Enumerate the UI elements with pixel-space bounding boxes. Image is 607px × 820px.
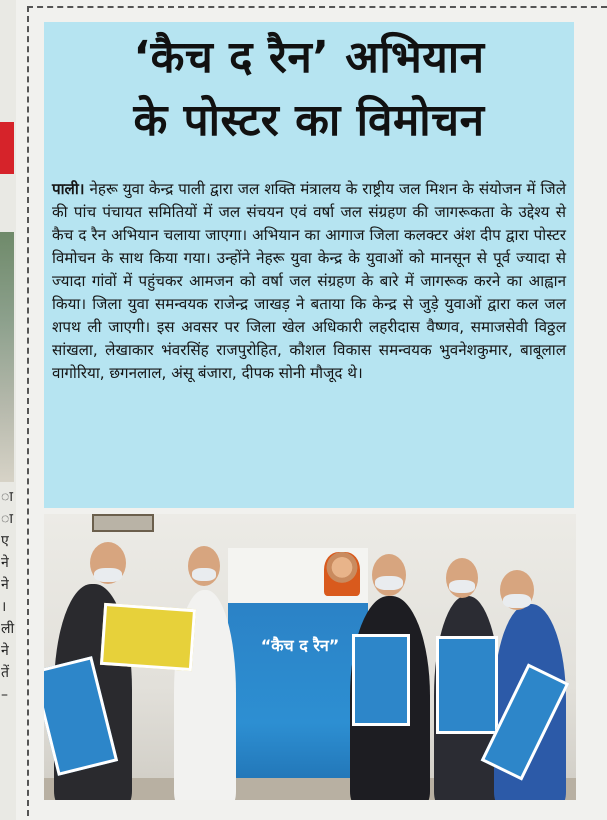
person-5-mask <box>503 594 531 608</box>
news-photo <box>44 514 576 800</box>
article-body <box>52 178 566 385</box>
left-red-block <box>0 122 14 174</box>
person-1-mask <box>94 568 122 582</box>
poster-right <box>436 636 498 734</box>
article-body-text: नेहरू युवा केन्द्र पाली द्वारा जल शक्ति मंत्रालय के राष्ट्रीय जल मिशन के संयोजन में जिले की पांच पंचायत समितियों में जल संचयन एवं वर्षा जल संग्रहण की जागरूकता के उद्देश्य से कैच द रैन अभियान चलाया जाएगा। अभियान का आगाज जिला कलक्टर अंश दीप द्वारा पोस्टर विमोचन के साथ किया गया। उन्होंने नेहरू युवा केन्द्र के युवाओं को मानसून से पूर्व ज्यादा से ज्यादा गांवों में पहुंचकर आमजन को वर्षा जल संग्रहण के बारे में जागरूक करने का आह्वान किया। जिला युवा समन्वयक राजेन्द्र जाखड़ ने बताया कि केन्द्र से जुड़े युवाओं द्वारा कल जल शपथ ली जाएगी। इस अवसर पर जिला खेल अधिकारी लहरीदास वैष्णव, समाजसेवी विठ्ठल सांखला, लेखाकार भंवरसिंह राजपुरोहित, कौशल विकास समन्वयक भुवनेशकुमार, बाबूलाल वागोरिया, छगनलाल, अंसू बंजारा, दीपक सोनी मौजूद थे। <box>52 180 566 382</box>
banner-portrait <box>324 552 360 596</box>
top-border <box>27 6 607 8</box>
person-3-mask <box>375 576 403 590</box>
news-article <box>44 22 574 508</box>
left-photo-fragment <box>0 232 14 482</box>
left-text-fragment: ा ा ए ने ने । ली ने तें – <box>1 489 15 703</box>
wall-frame <box>92 514 154 532</box>
headline-line-1: ‘कैच द रैन’ अभियान <box>133 32 485 83</box>
person-4-mask <box>449 580 475 593</box>
person-2-mask <box>192 568 216 581</box>
dateline: पाली। <box>52 180 85 198</box>
column-separator <box>27 6 29 816</box>
headline <box>44 26 574 152</box>
headline-line-2: के पोस्टर का विमोचन <box>133 95 485 146</box>
banner-title: “कैच द रैन” <box>260 636 340 655</box>
poster-national-water-mission <box>100 603 196 671</box>
poster-center <box>352 634 410 726</box>
